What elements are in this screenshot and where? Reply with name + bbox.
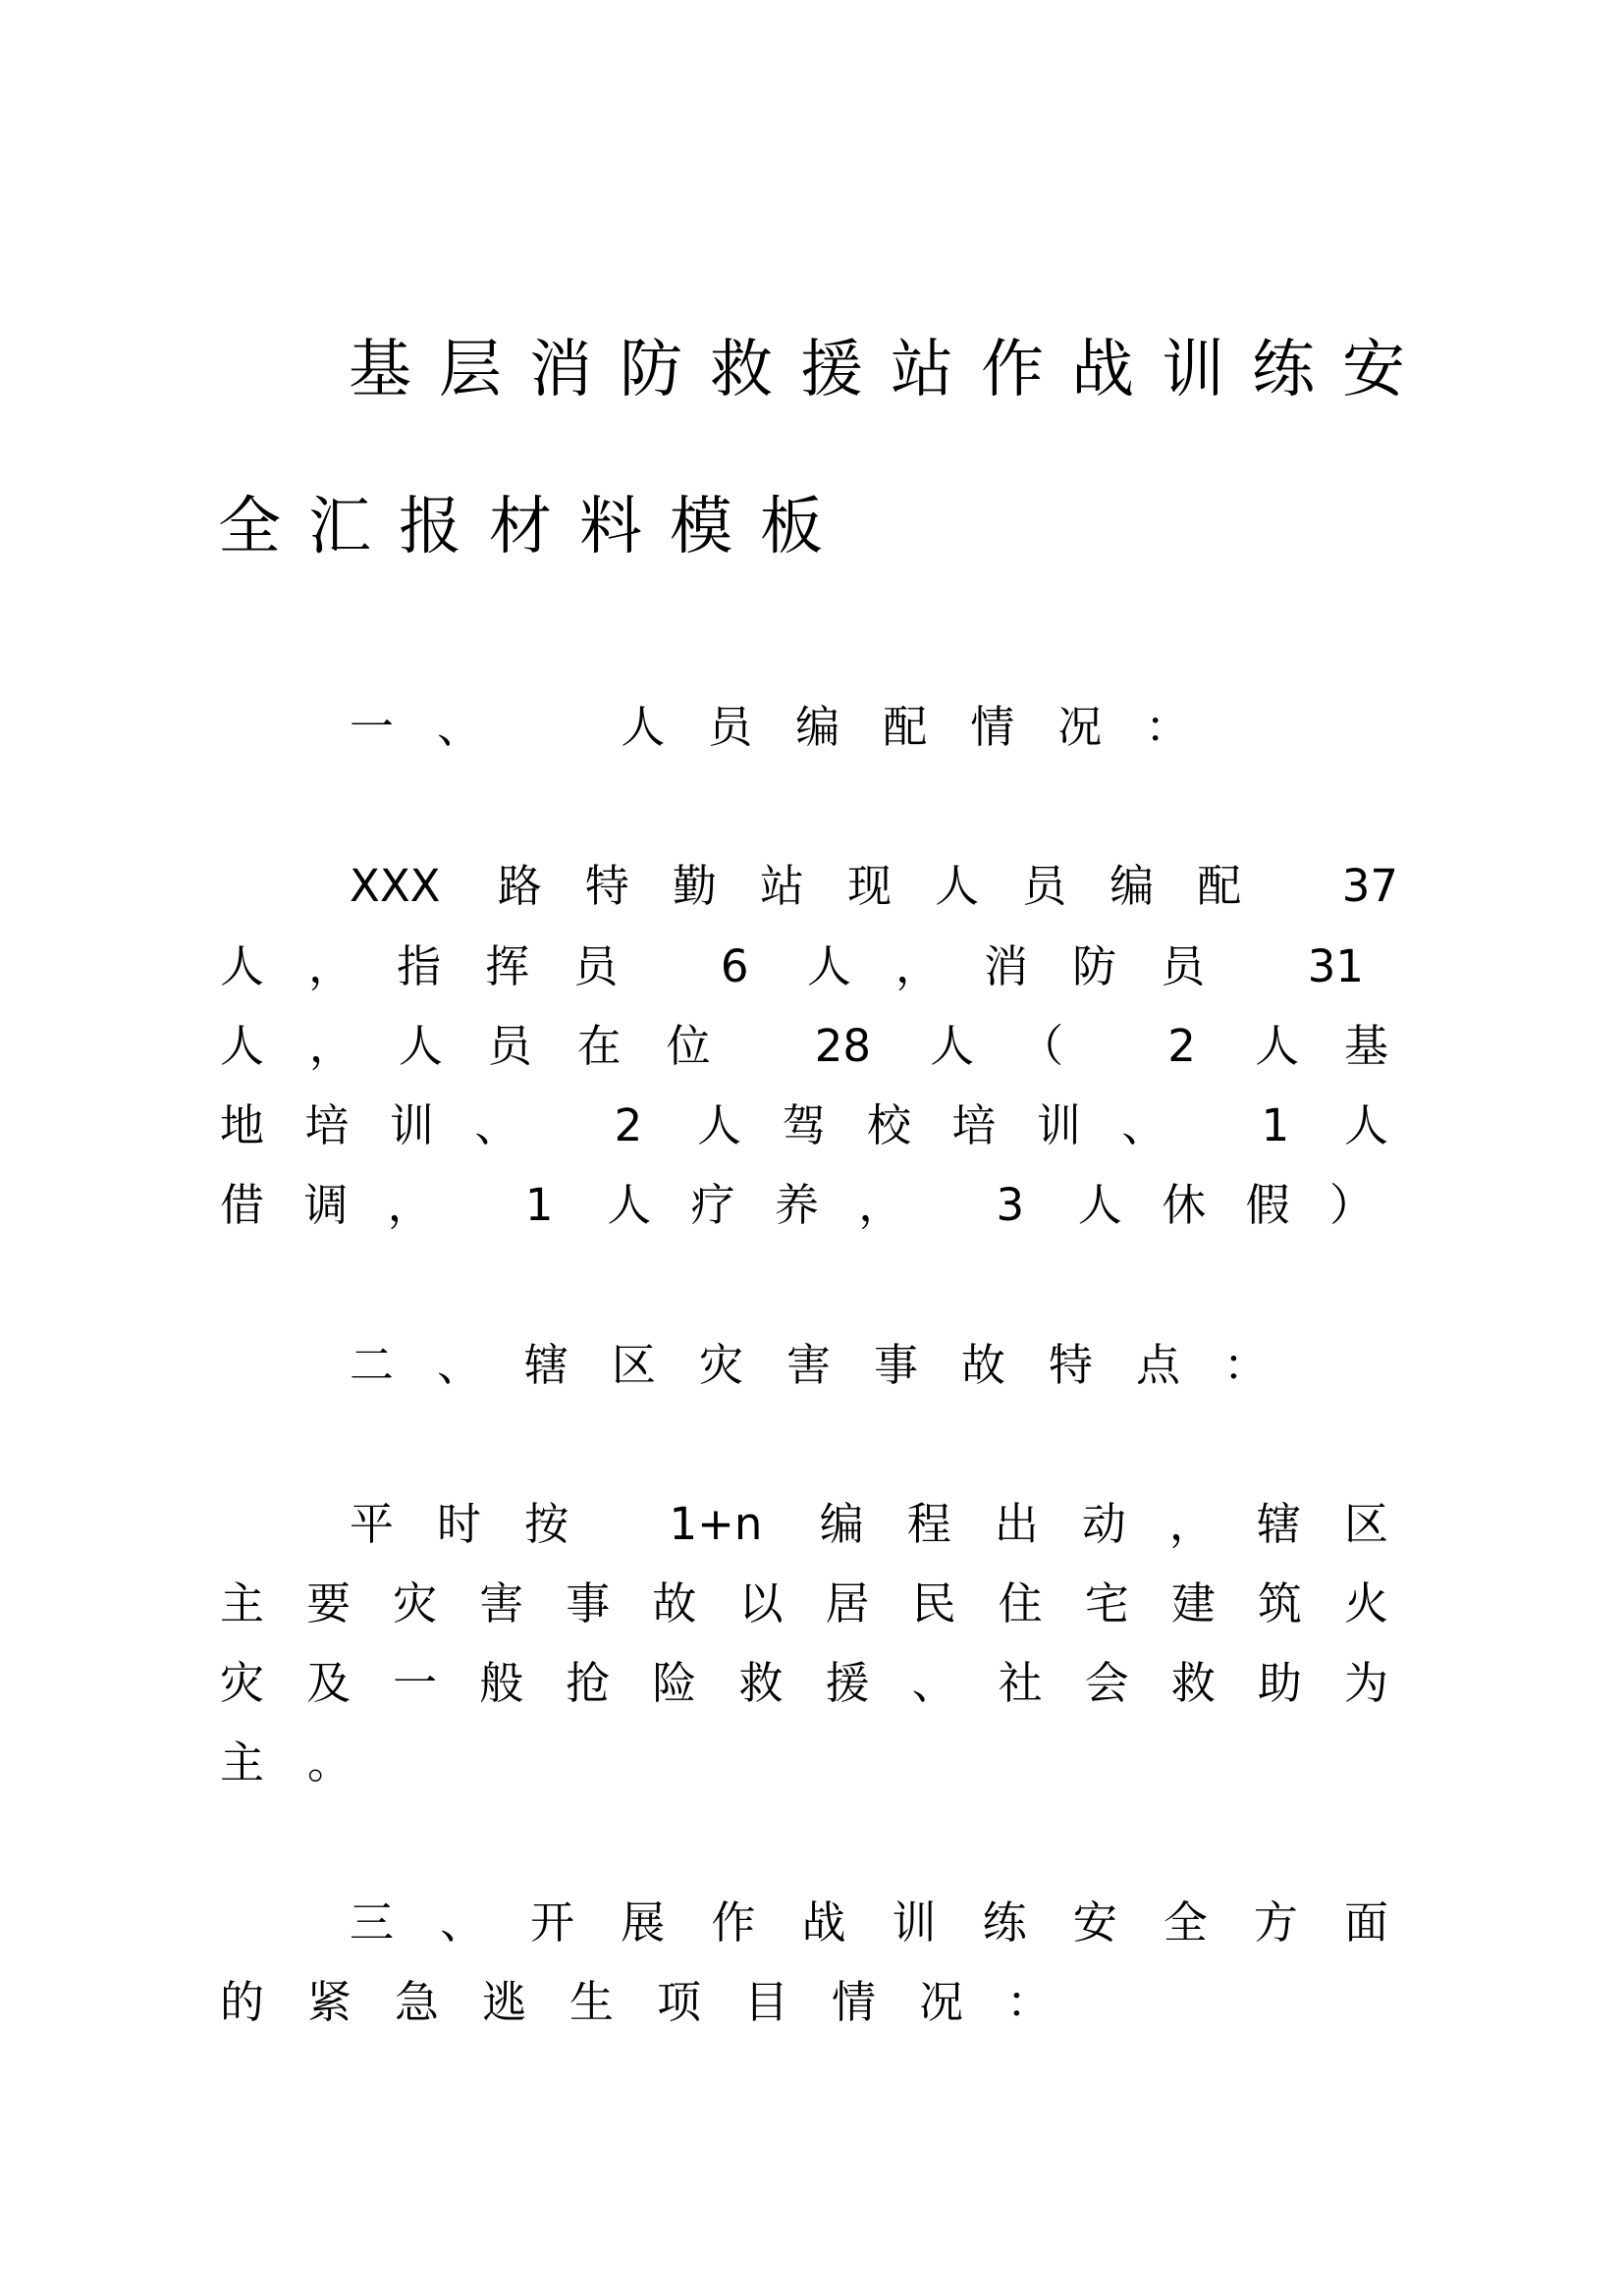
section-1-paragraph-line: 借调， 1 人疗养， 3 人休假） xyxy=(220,1179,1374,1231)
section-2-paragraph-line: 灾及一般抢险救援、社会救助为 xyxy=(220,1657,1388,1709)
section-1-paragraph-line: 地培训、 2 人驾校培训、 1 人 xyxy=(220,1099,1388,1151)
section-2-paragraph-line: 主。 xyxy=(220,1736,396,1789)
section-3-heading-line: 三、开展作战训练安全方面 xyxy=(350,1896,1388,1949)
section-1-paragraph-line: 人，人员在位 28 人（ 2 人基 xyxy=(220,1020,1388,1072)
section-1-paragraph-line: 人，指挥员 6 人，消防员 31 xyxy=(220,940,1364,992)
section-2-paragraph-line: 平时按 1+n 编程出动，辖区 xyxy=(350,1498,1388,1550)
document-title-line-1: 基层消防救援站作战训练安 xyxy=(349,334,1433,406)
section-1-heading: 一、 人员编配情况： xyxy=(350,701,1233,753)
section-2-paragraph-line: 主要灾害事故以居民住宅建筑火 xyxy=(220,1577,1388,1629)
section-2-heading: 二、辖区灾害事故特点： xyxy=(350,1339,1312,1391)
section-3-heading-line: 的紧急逃生项目情况： xyxy=(220,1976,1095,2028)
section-1-paragraph-line: XXX 路特勤站现人员编配 37 xyxy=(350,860,1398,912)
document-title-line-2: 全汇报材料模板 xyxy=(218,491,850,563)
